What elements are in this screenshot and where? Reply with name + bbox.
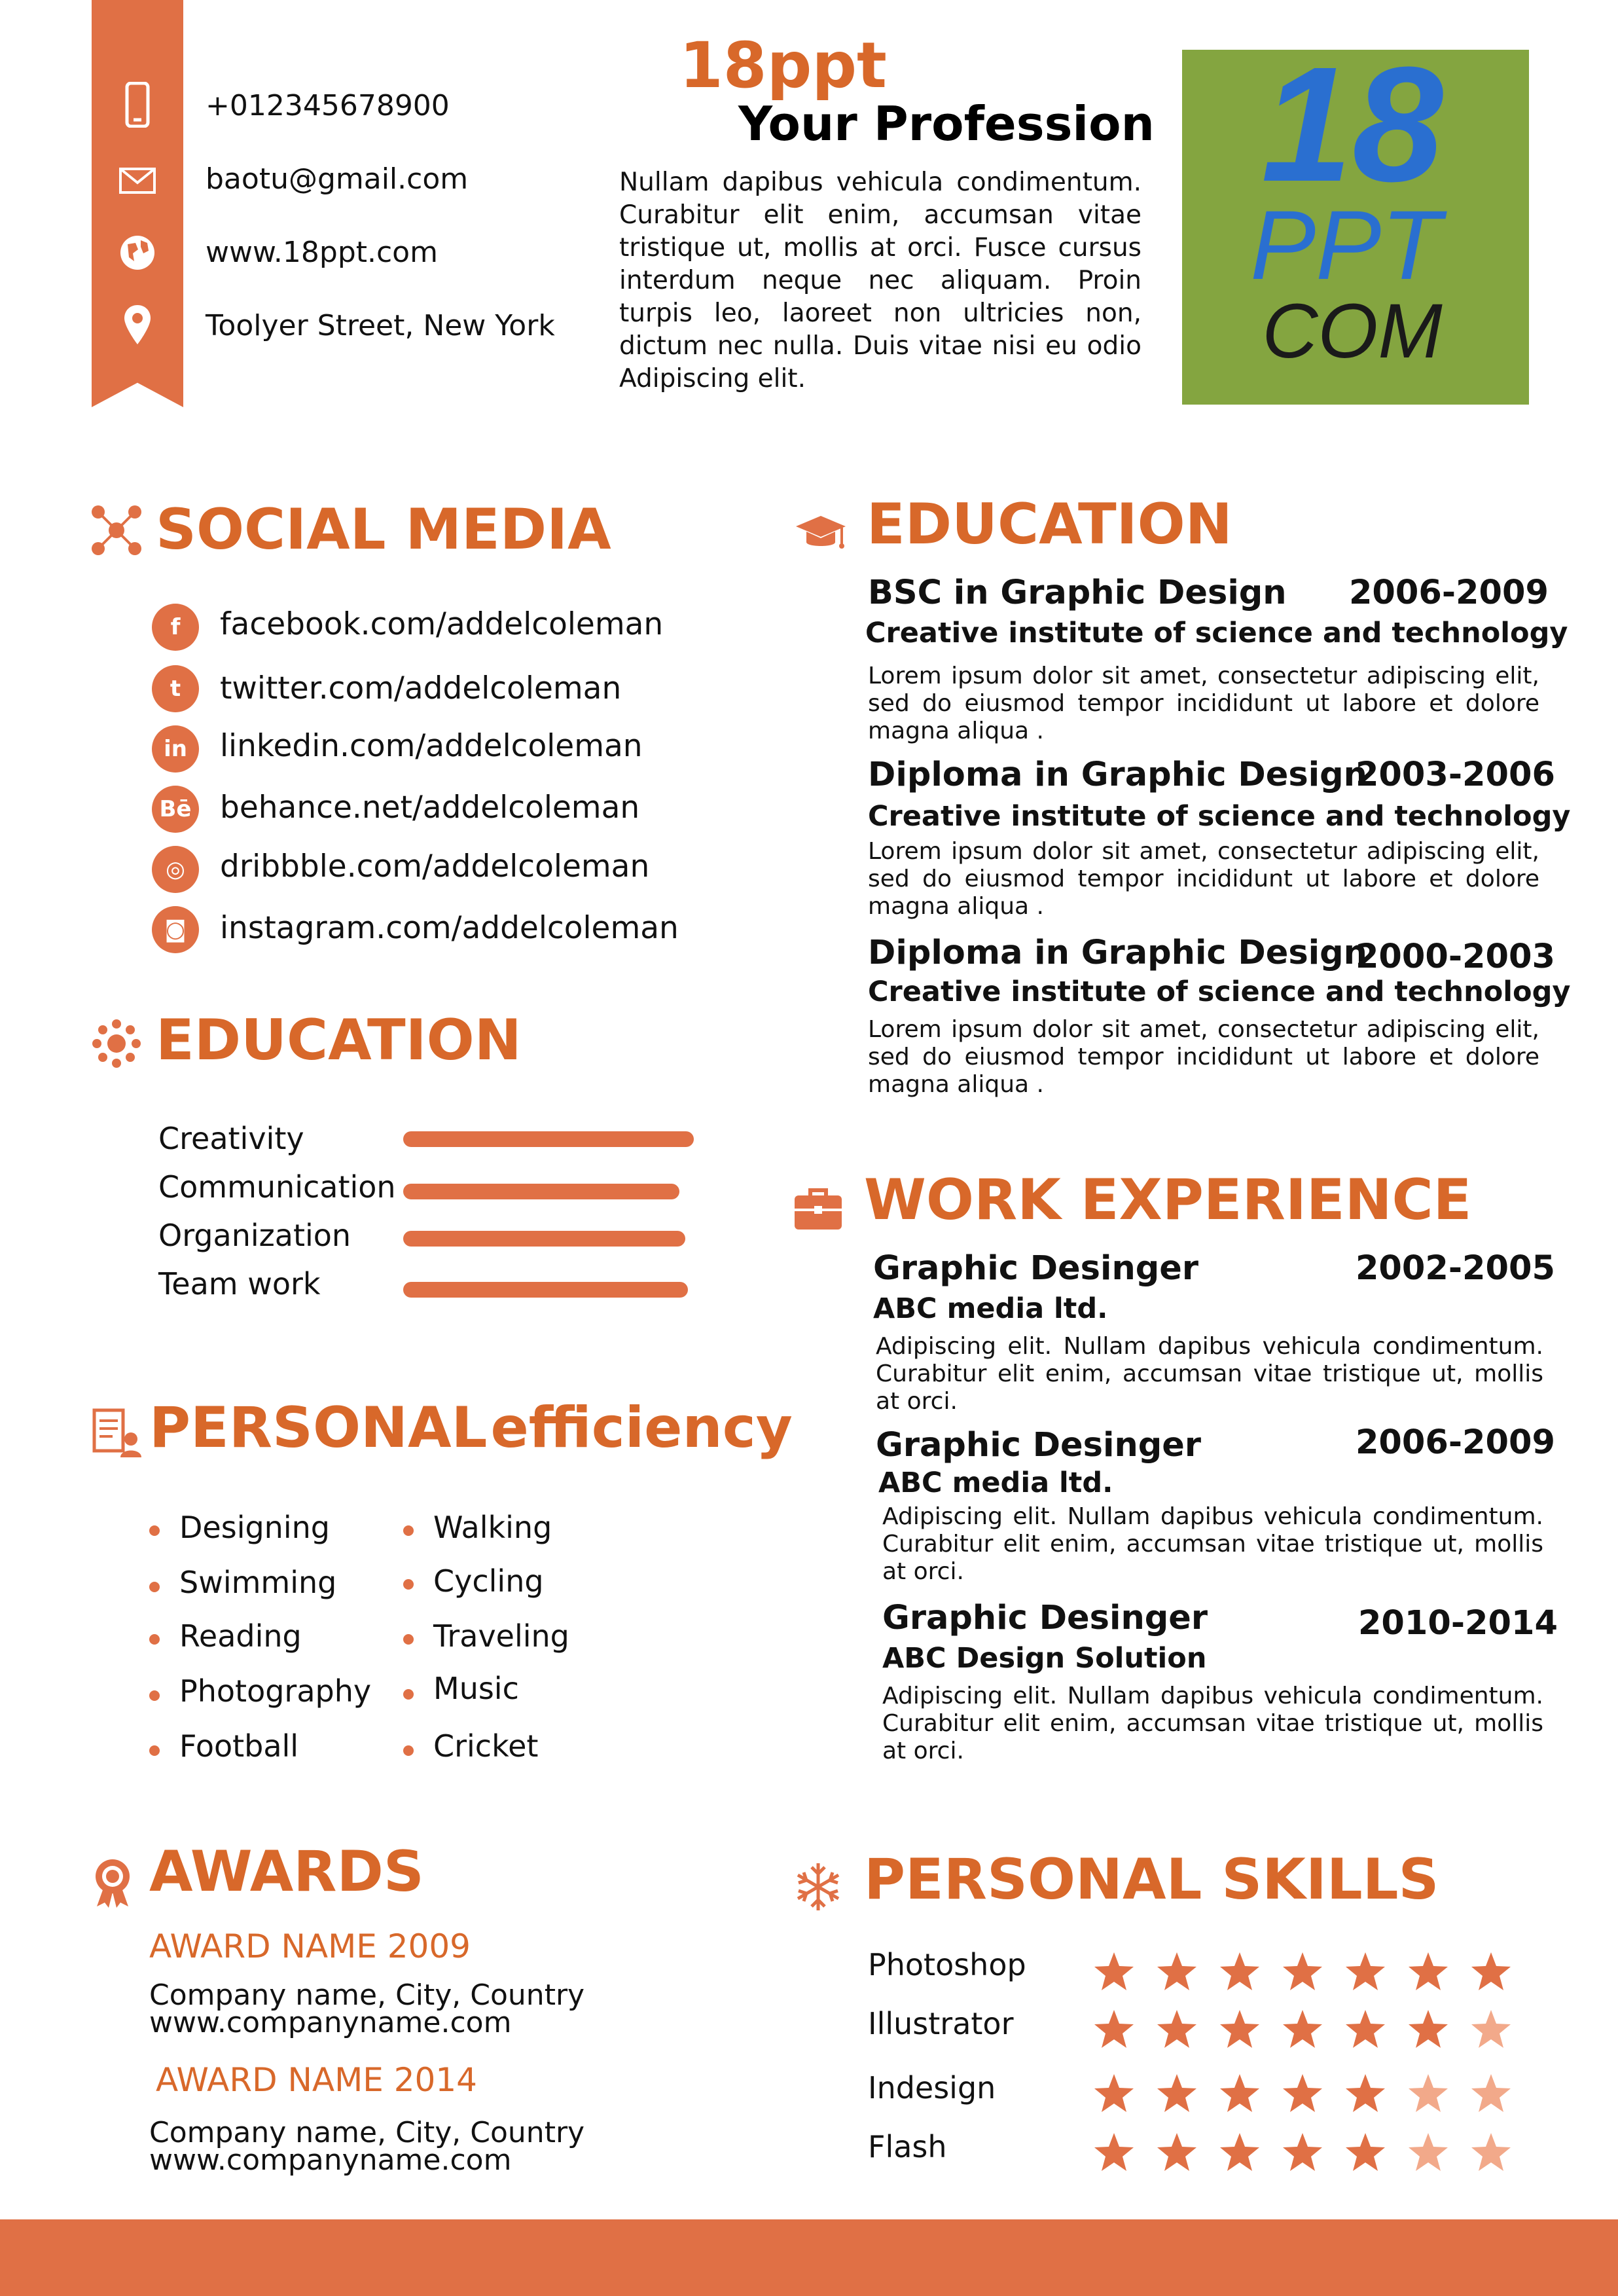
bullet xyxy=(403,1689,414,1700)
behance-icon[interactable]: Bē xyxy=(152,786,199,833)
linkedin-link[interactable]: linkedin.com/addelcoleman xyxy=(220,728,643,764)
award-company-2: Company name, City, Country xyxy=(149,2116,585,2149)
work-years-1: 2002-2005 xyxy=(1355,1249,1555,1288)
hobby-traveling: Traveling xyxy=(433,1618,569,1654)
skill-rating-stars xyxy=(1093,1951,1519,2174)
bullet xyxy=(149,1690,160,1701)
work-role-1: Graphic Desinger xyxy=(873,1249,1199,1288)
email-icon xyxy=(113,156,162,206)
star-filled-icon xyxy=(1219,2132,1261,2174)
education-title: EDUCATION xyxy=(867,492,1232,557)
work-desc-1: Adipiscing elit. Nullam dapibus vehicula condimentum. Curabitur elit enim, accumsan vitae tristique ut, mollis at orci. xyxy=(876,1333,1543,1415)
star-filled-icon xyxy=(1219,1951,1261,1993)
hobby-cycling: Cycling xyxy=(433,1563,544,1599)
footer-bar xyxy=(0,2219,1618,2296)
profession-title: Your Profession xyxy=(738,96,1155,151)
dribbble-icon[interactable]: ◎ xyxy=(152,846,199,893)
instagram-icon[interactable]: ◙ xyxy=(152,906,199,953)
dribbble-link[interactable]: dribbble.com/addelcoleman xyxy=(220,848,650,884)
hobby-music: Music xyxy=(433,1671,519,1706)
hobby-walking: Walking xyxy=(433,1510,552,1545)
bullet xyxy=(149,1634,160,1645)
star-empty-icon xyxy=(1407,2073,1449,2115)
star-filled-icon xyxy=(1407,1951,1449,1993)
award-ribbon-icon xyxy=(86,1855,139,1908)
star-filled-icon xyxy=(1156,2073,1198,2115)
star-filled-icon xyxy=(1344,2073,1386,2115)
skill-label-teamwork: Team work xyxy=(158,1266,321,1302)
work-desc-2: Adipiscing elit. Nullam dapibus vehicula condimentum. Curabitur elit enim, accumsan vitae tristique ut, mollis at orci. xyxy=(882,1503,1543,1585)
hobby-swimming: Swimming xyxy=(179,1565,337,1600)
email-text[interactable]: baotu@gmail.com xyxy=(206,162,469,196)
resume-icon xyxy=(90,1406,143,1459)
edu-school-2: Creative institute of science and technology xyxy=(868,800,1571,833)
star-filled-icon xyxy=(1282,1951,1323,1993)
work-role-3: Graphic Desinger xyxy=(882,1599,1208,1637)
award-name-2: AWARD NAME 2014 xyxy=(156,2061,477,2099)
edu-school-1: Creative institute of science and technology xyxy=(865,617,1568,649)
star-empty-icon xyxy=(1470,2073,1512,2115)
instagram-link[interactable]: instagram.com/addelcoleman xyxy=(220,910,679,946)
social-media-title: SOCIAL MEDIA xyxy=(156,497,611,562)
star-filled-icon xyxy=(1219,2009,1261,2050)
phone-icon xyxy=(113,80,162,130)
linkedin-icon[interactable]: in xyxy=(152,725,199,773)
skill-label-communication: Communication xyxy=(158,1169,396,1205)
award-name-1: AWARD NAME 2009 xyxy=(149,1927,471,1965)
twitter-icon[interactable]: t xyxy=(152,665,199,712)
hobby-cricket: Cricket xyxy=(433,1728,539,1764)
bullet xyxy=(403,1525,414,1536)
skill-label-creativity: Creativity xyxy=(158,1121,304,1156)
hobby-designing: Designing xyxy=(179,1510,330,1545)
address-text: Toolyer Street, New York xyxy=(206,309,555,342)
star-filled-icon xyxy=(1219,2073,1261,2115)
personal-skills-title: PERSONAL SKILLS xyxy=(864,1847,1439,1912)
hobby-football: Football xyxy=(179,1728,299,1764)
edu-desc-2: Lorem ipsum dolor sit amet, consectetur adipiscing elit, sed do eiusmod tempor incididunt ut labore et dolore magna aliqua . xyxy=(868,838,1539,920)
edu-years-3: 2000-2003 xyxy=(1355,938,1555,976)
globe-icon xyxy=(113,228,162,278)
star-empty-icon xyxy=(1470,2132,1512,2174)
person-name: 18ppt xyxy=(679,29,887,102)
skill-bar-communication xyxy=(403,1184,679,1199)
hobby-photography: Photography xyxy=(179,1673,372,1709)
logo-number: 18 xyxy=(1261,50,1444,215)
facebook-link[interactable]: facebook.com/addelcoleman xyxy=(220,606,664,642)
work-company-2: ABC media ltd. xyxy=(878,1467,1113,1499)
logo-image xyxy=(1182,50,1529,405)
star-filled-icon xyxy=(1156,2132,1198,2174)
graduation-cap-icon xyxy=(795,504,847,556)
star-filled-icon xyxy=(1282,2132,1323,2174)
logo-ppt: PPT xyxy=(1250,190,1441,300)
facebook-icon[interactable]: f xyxy=(152,604,199,651)
education-skills-title: EDUCATION xyxy=(156,1008,522,1073)
work-desc-3: Adipiscing elit. Nullam dapibus vehicula condimentum. Curabitur elit enim, accumsan vitae tristique ut, mollis at orci. xyxy=(882,1683,1543,1764)
bullet xyxy=(149,1525,160,1536)
edu-school-3: Creative institute of science and technology xyxy=(868,975,1571,1008)
bullet xyxy=(149,1745,160,1756)
star-filled-icon xyxy=(1344,1951,1386,1993)
bullet xyxy=(149,1582,160,1592)
work-years-3: 2010-2014 xyxy=(1357,1604,1558,1643)
award-company-1: Company name, City, Country xyxy=(149,1978,585,2012)
star-filled-icon xyxy=(1282,2073,1323,2115)
star-filled-icon xyxy=(1093,2132,1135,2174)
behance-link[interactable]: behance.net/addelcoleman xyxy=(220,790,640,826)
efficiency-title xyxy=(149,1397,793,1459)
website-text[interactable]: www.18ppt.com xyxy=(206,236,438,269)
star-filled-icon xyxy=(1093,2009,1135,2050)
pskill-label-photoshop: Photoshop xyxy=(868,1947,1026,1982)
efficiency-title-main: PERSONAL xyxy=(149,1395,488,1461)
star-filled-icon xyxy=(1344,2132,1386,2174)
location-pin-icon xyxy=(113,300,162,350)
skill-bar-teamwork xyxy=(403,1282,688,1298)
edu-desc-3: Lorem ipsum dolor sit amet, consectetur adipiscing elit, sed do eiusmod tempor incididunt ut labore et dolore magna aliqua . xyxy=(868,1016,1539,1098)
logo-com: COM xyxy=(1262,288,1443,374)
pskill-label-flash: Flash xyxy=(868,2129,947,2164)
skill-bar-creativity xyxy=(403,1131,694,1147)
star-filled-icon xyxy=(1093,1951,1135,1993)
edu-desc-1: Lorem ipsum dolor sit amet, consectetur adipiscing elit, sed do eiusmod tempor incididunt ut labore et dolore magna aliqua . xyxy=(868,663,1539,744)
star-filled-icon xyxy=(1093,2073,1135,2115)
award-url-1[interactable]: www.companyname.com xyxy=(149,2006,512,2039)
work-role-2: Graphic Desinger xyxy=(876,1426,1202,1465)
pskill-label-illustrator: Illustrator xyxy=(868,2006,1014,2041)
skill-bar-organization xyxy=(403,1231,685,1247)
pskill-label-indesign: Indesign xyxy=(868,2070,996,2105)
edu-degree-2: Diploma in Graphic Design xyxy=(868,756,1367,794)
star-empty-icon xyxy=(1470,2009,1512,2050)
work-experience-title: WORK EXPERIENCE xyxy=(864,1167,1472,1233)
bullet xyxy=(403,1634,414,1645)
star-filled-icon xyxy=(1156,1951,1198,1993)
twitter-link[interactable]: twitter.com/addelcoleman xyxy=(220,670,622,706)
award-url-2[interactable]: www.companyname.com xyxy=(149,2143,512,2177)
bullet xyxy=(403,1579,414,1590)
star-filled-icon xyxy=(1156,2009,1198,2050)
awards-title: AWARDS xyxy=(149,1839,424,1904)
work-company-1: ABC media ltd. xyxy=(873,1292,1108,1325)
edu-degree-3: Diploma in Graphic Design xyxy=(868,934,1367,972)
efficiency-title-rest: efficiency xyxy=(490,1395,793,1461)
briefcase-icon xyxy=(792,1182,844,1235)
bullet xyxy=(403,1745,414,1756)
profile-summary: Nullam dapibus vehicula condimentum. Curabitur elit enim, accumsan vitae tristique ut, mollis at orci. Fusce cursus interdum neque nec aliquam. Proin turpis leo, laoreet non ultricies non, dictum nec nulla. Duis vitae nisi eu odio Adipiscing elit. xyxy=(619,168,1142,393)
star-filled-icon xyxy=(1407,2009,1449,2050)
phone-text: +012345678900 xyxy=(206,89,450,122)
edu-years-1: 2006-2009 xyxy=(1348,574,1549,612)
star-filled-icon xyxy=(1282,2009,1323,2050)
work-company-3: ABC Design Solution xyxy=(882,1642,1207,1675)
work-years-2: 2006-2009 xyxy=(1355,1423,1555,1462)
edu-degree-1: BSC in Graphic Design xyxy=(868,574,1287,612)
hobby-reading: Reading xyxy=(179,1618,302,1654)
star-filled-icon xyxy=(1470,1951,1512,1993)
skill-label-organization: Organization xyxy=(158,1218,351,1253)
snowflake-icon xyxy=(792,1861,844,1913)
network-icon xyxy=(90,504,143,556)
gear-icon xyxy=(90,1017,143,1070)
edu-years-2: 2003-2006 xyxy=(1355,756,1555,794)
star-filled-icon xyxy=(1344,2009,1386,2050)
star-empty-icon xyxy=(1407,2132,1449,2174)
